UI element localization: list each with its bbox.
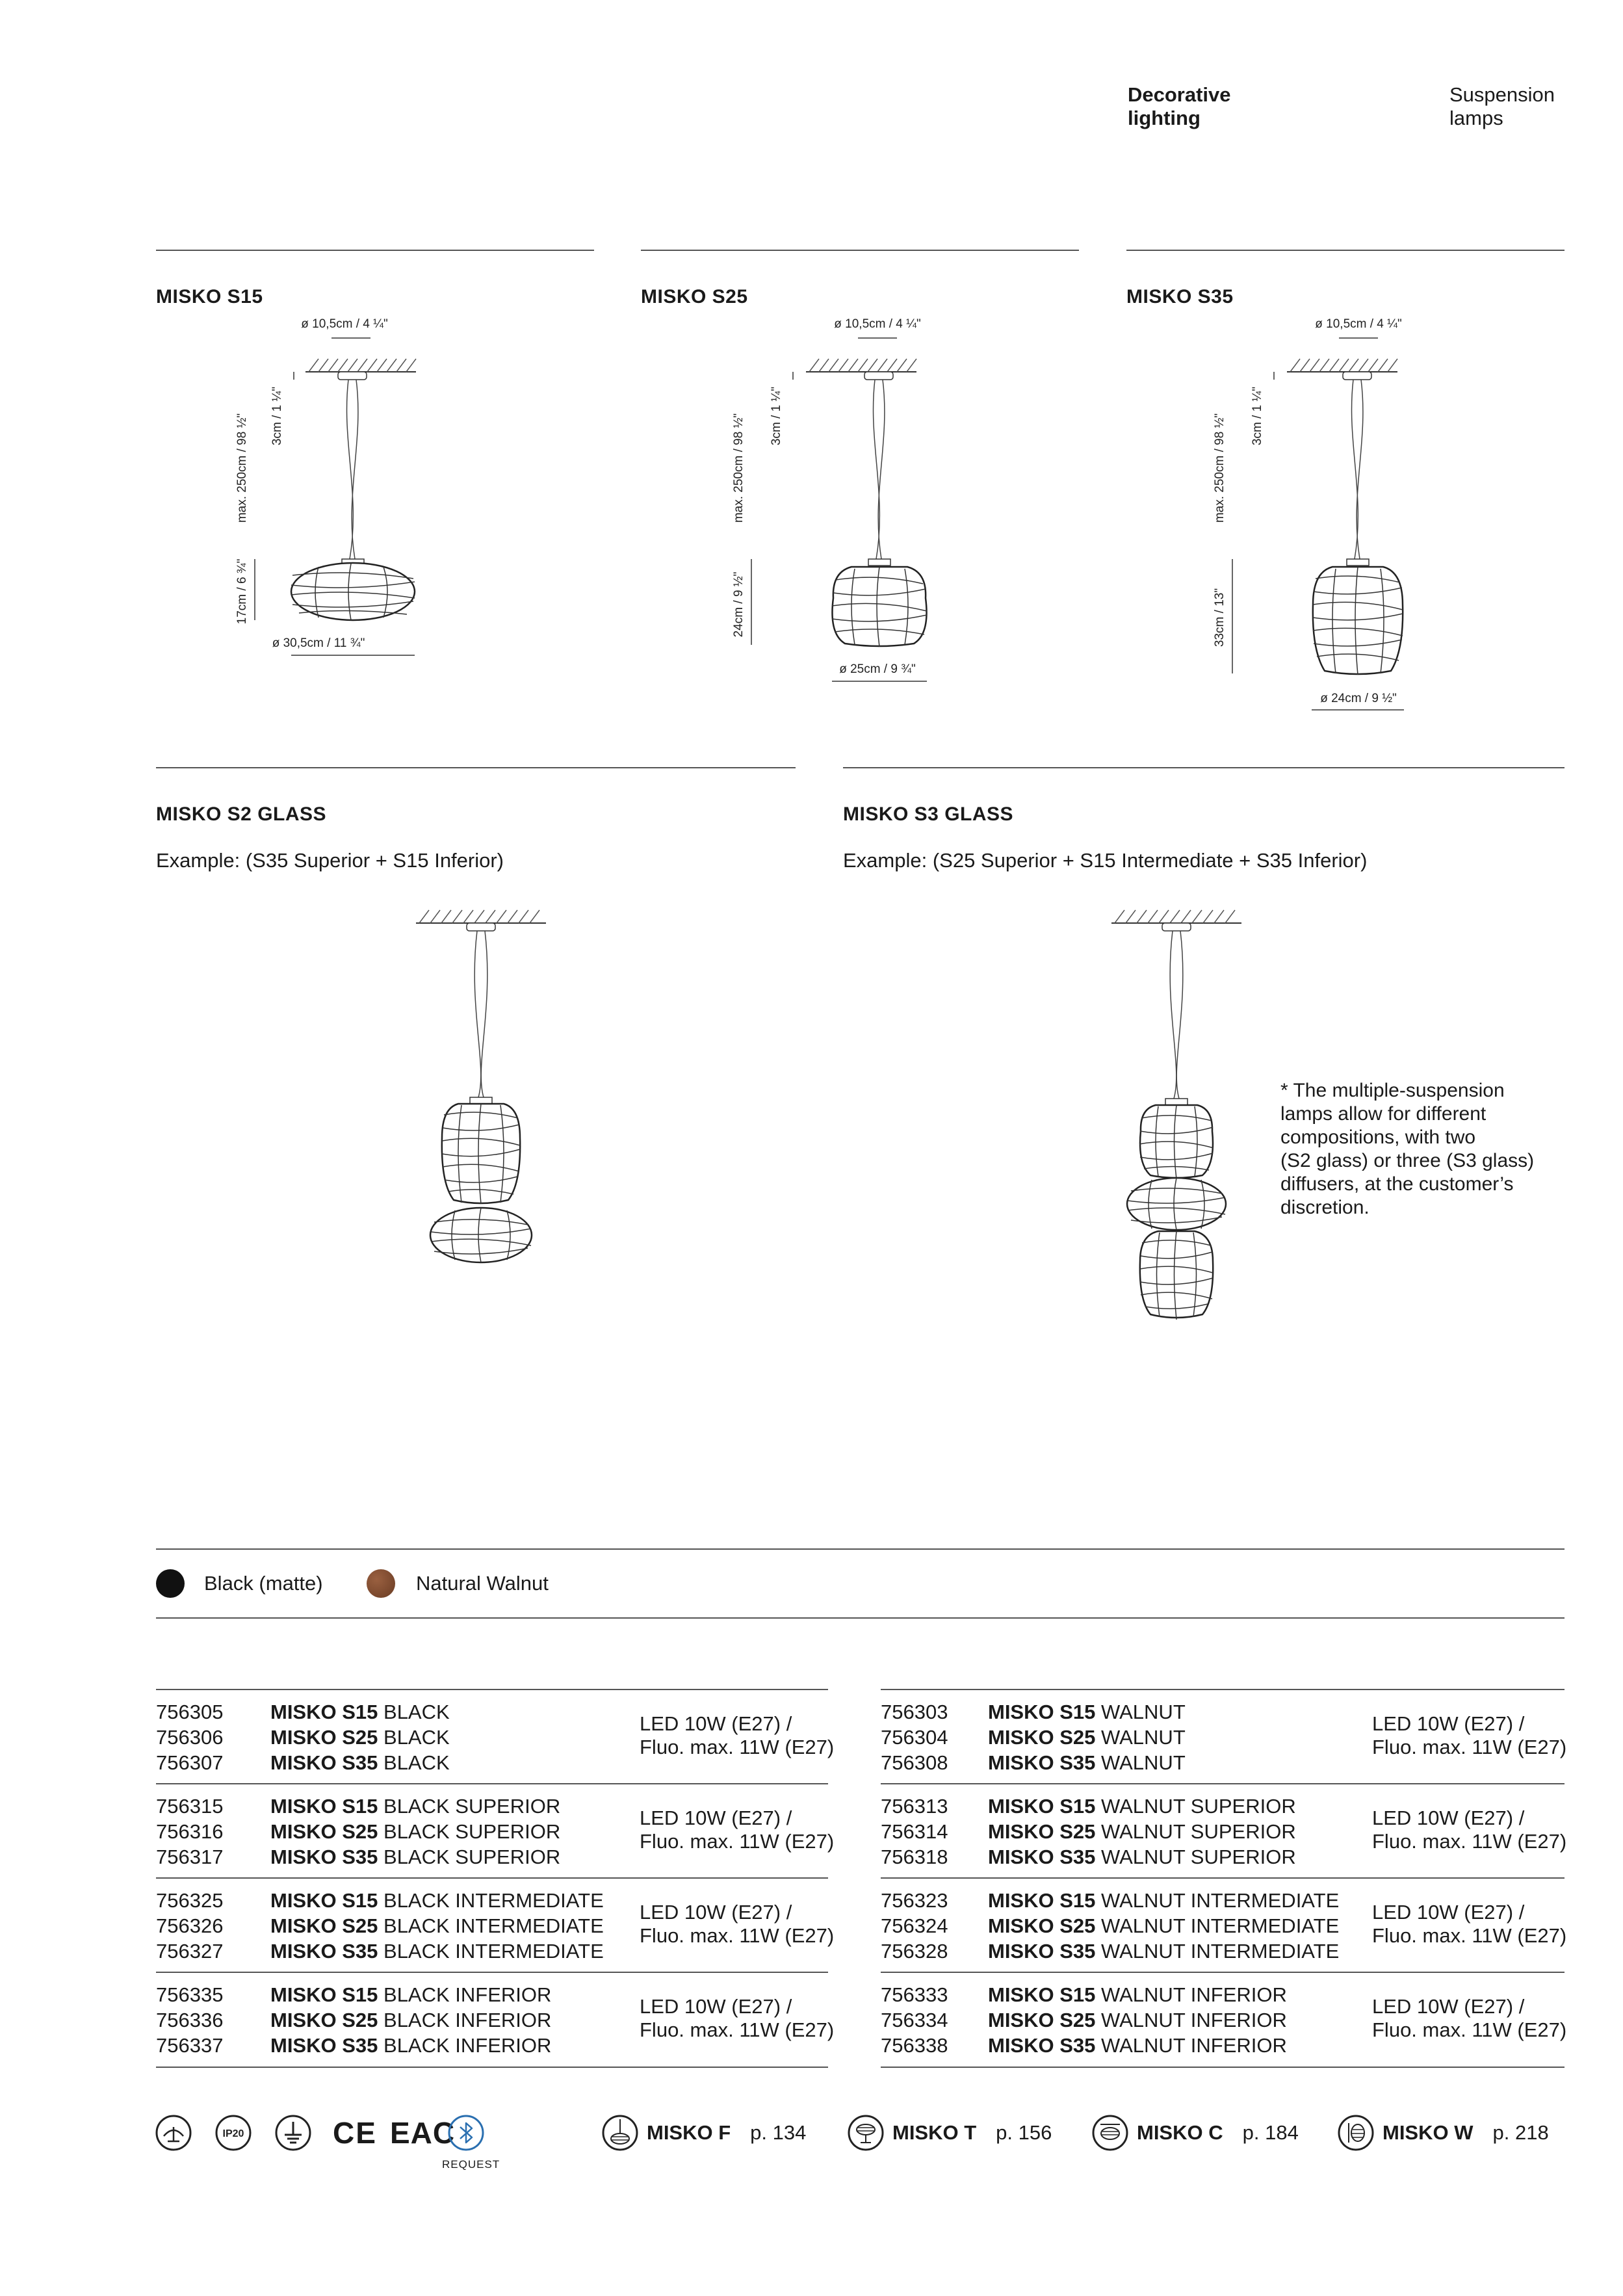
drawing-s3-glass [1098, 904, 1267, 1352]
ref-page: p. 134 [750, 2121, 807, 2144]
item-power: LED 10W (E27) / Fluo. max. 11W (E27) [1372, 1901, 1567, 1947]
item-code: 756334 [881, 2009, 948, 2031]
note-line: compositions, with two [1280, 1127, 1476, 1148]
dim-top-diam: ø 10,5cm / 4 ¼" [1315, 317, 1402, 331]
item-code: 756325 [156, 1889, 224, 1912]
finish-label-walnut: Natural Walnut [416, 1572, 549, 1595]
product-title-s25: MISKO S25 [641, 286, 748, 307]
divider-s25 [641, 250, 1079, 251]
table-group [881, 1689, 1565, 1784]
item-code: 756305 [156, 1701, 224, 1723]
product-title-s2-glass: MISKO S2 GLASS [156, 803, 327, 825]
subcategory-line1: Suspension [1449, 83, 1555, 106]
item-name: MISKO S15 WALNUT INTERMEDIATE [988, 1889, 1340, 1912]
divider-s3-glass [843, 767, 1565, 768]
item-name: MISKO S15 WALNUT INFERIOR [988, 1983, 1287, 2006]
item-power: LED 10W (E27) / Fluo. max. 11W (E27) [640, 1807, 835, 1853]
item-name: MISKO S15 BLACK INFERIOR [270, 1983, 552, 2006]
ref-misko-w [1337, 2114, 1549, 2152]
item-name: MISKO S35 WALNUT SUPERIOR [988, 1846, 1296, 1868]
dim-canopy-h: 3cm / 1 ¼" [270, 386, 284, 446]
eac-mark: EAC [390, 2116, 456, 2150]
item-code: 756324 [881, 1914, 948, 1937]
note-line: (S2 glass) or three (S3 glass) [1280, 1150, 1535, 1171]
swatch-black [156, 1569, 185, 1598]
bluetooth-request-label: REQUEST [442, 2158, 500, 2171]
table-group [881, 1972, 1565, 2068]
ce-mark: CE [333, 2116, 377, 2150]
bluetooth-icon [447, 2114, 485, 2152]
item-power: LED 10W (E27) / Fluo. max. 11W (E27) [1372, 1995, 1567, 2041]
item-power: LED 10W (E27) / Fluo. max. 11W (E27) [640, 1995, 835, 2041]
divider-finishes-top [156, 1548, 1565, 1550]
item-name: MISKO S35 WALNUT INFERIOR [988, 2034, 1287, 2057]
item-code: 756338 [881, 2034, 948, 2057]
ref-misko-t [847, 2114, 1052, 2152]
dim-cable: max. 250cm / 98 ½" [1213, 413, 1227, 523]
dim-top-diam: ø 10,5cm / 4 ¼" [834, 317, 921, 331]
category-bold-line2: lighting [1128, 107, 1201, 129]
ref-page: p. 218 [1492, 2121, 1549, 2144]
dim-canopy-h: 3cm / 1 ¼" [1251, 386, 1264, 446]
misko-f-icon [601, 2114, 639, 2152]
item-name: MISKO S35 BLACK INFERIOR [270, 2034, 552, 2057]
item-name: MISKO S25 BLACK [270, 1726, 450, 1749]
item-code: 756327 [156, 1940, 224, 1963]
item-code: 756335 [156, 1983, 224, 2006]
dim-cable: max. 250cm / 98 ½" [732, 413, 746, 523]
ref-page: p. 184 [1242, 2121, 1299, 2144]
item-code: 756318 [881, 1846, 948, 1868]
product-title-s35: MISKO S35 [1126, 286, 1234, 307]
misko-t-icon [847, 2114, 885, 2152]
subcategory-heading [1449, 83, 1555, 130]
ip-rating: IP20 [222, 2128, 244, 2139]
divider-s35 [1126, 250, 1565, 251]
category-bold-line1: Decorative [1128, 83, 1231, 106]
ref-page: p. 156 [996, 2121, 1052, 2144]
item-name: MISKO S15 BLACK INTERMEDIATE [270, 1889, 604, 1912]
drawing-s15 [221, 312, 494, 676]
dim-top-diam: ø 10,5cm / 4 ¼" [301, 317, 388, 331]
subcategory-line2: lamps [1449, 107, 1503, 129]
ref-name: MISKO T [892, 2121, 977, 2144]
misko-w-icon [1337, 2114, 1375, 2152]
dim-shade-diam: ø 24cm / 9 ½" [1320, 692, 1397, 705]
item-name: MISKO S15 WALNUT [988, 1701, 1186, 1723]
category-heading [1128, 83, 1231, 130]
item-name: MISKO S25 WALNUT INFERIOR [988, 2009, 1287, 2031]
product-table-walnut [881, 1689, 1565, 2066]
drawing-s25 [721, 312, 994, 689]
ref-misko-f [601, 2114, 806, 2152]
product-title-s15: MISKO S15 [156, 286, 263, 307]
item-code: 756333 [881, 1983, 948, 2006]
swatch-walnut [367, 1569, 395, 1598]
ref-name: MISKO C [1137, 2121, 1223, 2144]
item-code: 756303 [881, 1701, 948, 1723]
product-table-black [156, 1689, 835, 2066]
item-code: 756308 [881, 1751, 948, 1774]
item-name: MISKO S15 WALNUT SUPERIOR [988, 1795, 1296, 1818]
note-line: * The multiple-suspension [1280, 1080, 1505, 1101]
item-code: 756306 [156, 1726, 224, 1749]
drawing-s35 [1202, 312, 1475, 715]
product-title-s3-glass: MISKO S3 GLASS [843, 803, 1014, 825]
item-name: MISKO S35 BLACK INTERMEDIATE [270, 1940, 604, 1963]
divider-s2-glass [156, 767, 796, 768]
item-name: MISKO S25 BLACK INTERMEDIATE [270, 1914, 604, 1937]
table-group [881, 1783, 1565, 1878]
dim-shade-h: 17cm / 6 ¾" [235, 558, 249, 625]
dim-shade-h: 33cm / 13" [1213, 588, 1227, 647]
item-power: LED 10W (E27) / Fluo. max. 11W (E27) [1372, 1807, 1567, 1853]
dim-shade-h: 24cm / 9 ½" [732, 571, 746, 638]
item-code: 756323 [881, 1889, 948, 1912]
item-name: MISKO S35 BLACK [270, 1751, 450, 1774]
dim-cable: max. 250cm / 98 ½" [235, 413, 249, 523]
item-power: LED 10W (E27) / Fluo. max. 11W (E27) [640, 1712, 835, 1758]
table-group [881, 1877, 1565, 1972]
divider-s15 [156, 250, 594, 251]
misko-c-icon [1091, 2114, 1129, 2152]
item-power: LED 10W (E27) / Fluo. max. 11W (E27) [1372, 1712, 1567, 1758]
item-code: 756315 [156, 1795, 224, 1818]
item-code: 756307 [156, 1751, 224, 1774]
item-name: MISKO S35 WALNUT INTERMEDIATE [988, 1940, 1340, 1963]
multi-suspension-note [1280, 1079, 1534, 1220]
item-code: 756313 [881, 1795, 948, 1818]
item-code: 756336 [156, 2009, 224, 2031]
table-group [156, 1877, 835, 1972]
note-line: lamps allow for different [1280, 1103, 1487, 1125]
item-name: MISKO S35 WALNUT [988, 1751, 1186, 1774]
item-name: MISKO S15 BLACK SUPERIOR [270, 1795, 561, 1818]
dim-shade-diam: ø 30,5cm / 11 ¾" [272, 636, 365, 650]
table-group [156, 1972, 835, 2068]
item-name: MISKO S25 WALNUT [988, 1726, 1186, 1749]
item-code: 756326 [156, 1914, 224, 1937]
item-name: MISKO S25 BLACK SUPERIOR [270, 1820, 561, 1843]
note-line: discretion. [1280, 1197, 1370, 1218]
ref-misko-c [1091, 2114, 1299, 2152]
item-power: LED 10W (E27) / Fluo. max. 11W (E27) [640, 1901, 835, 1947]
ref-name: MISKO W [1383, 2121, 1474, 2144]
item-name: MISKO S35 BLACK SUPERIOR [270, 1846, 561, 1868]
note-line: diffusers, at the customer’s [1280, 1173, 1514, 1195]
finish-label-black: Black (matte) [204, 1572, 323, 1595]
example-s3-glass: Example: (S25 Superior + S15 Intermediate + S35 Inferior) [843, 849, 1368, 872]
item-name: MISKO S15 BLACK [270, 1701, 450, 1723]
item-code: 756328 [881, 1940, 948, 1963]
item-name: MISKO S25 BLACK INFERIOR [270, 2009, 552, 2031]
item-name: MISKO S25 WALNUT SUPERIOR [988, 1820, 1296, 1843]
item-code: 756317 [156, 1846, 224, 1868]
table-group [156, 1783, 835, 1878]
dim-shade-diam: ø 25cm / 9 ¾" [839, 662, 916, 676]
dimmable-icon [155, 2114, 192, 2152]
example-s2-glass: Example: (S35 Superior + S15 Inferior) [156, 849, 504, 872]
table-group [156, 1689, 835, 1784]
drawing-s2-glass [403, 904, 572, 1268]
divider-finishes-bottom [156, 1617, 1565, 1619]
item-code: 756304 [881, 1726, 948, 1749]
earth-ground-icon [274, 2114, 312, 2152]
ref-name: MISKO F [647, 2121, 731, 2144]
item-code: 756316 [156, 1820, 224, 1843]
item-name: MISKO S25 WALNUT INTERMEDIATE [988, 1914, 1340, 1937]
item-code: 756337 [156, 2034, 224, 2057]
ip20-icon [214, 2114, 252, 2152]
item-code: 756314 [881, 1820, 948, 1843]
dim-canopy-h: 3cm / 1 ¼" [770, 386, 783, 446]
